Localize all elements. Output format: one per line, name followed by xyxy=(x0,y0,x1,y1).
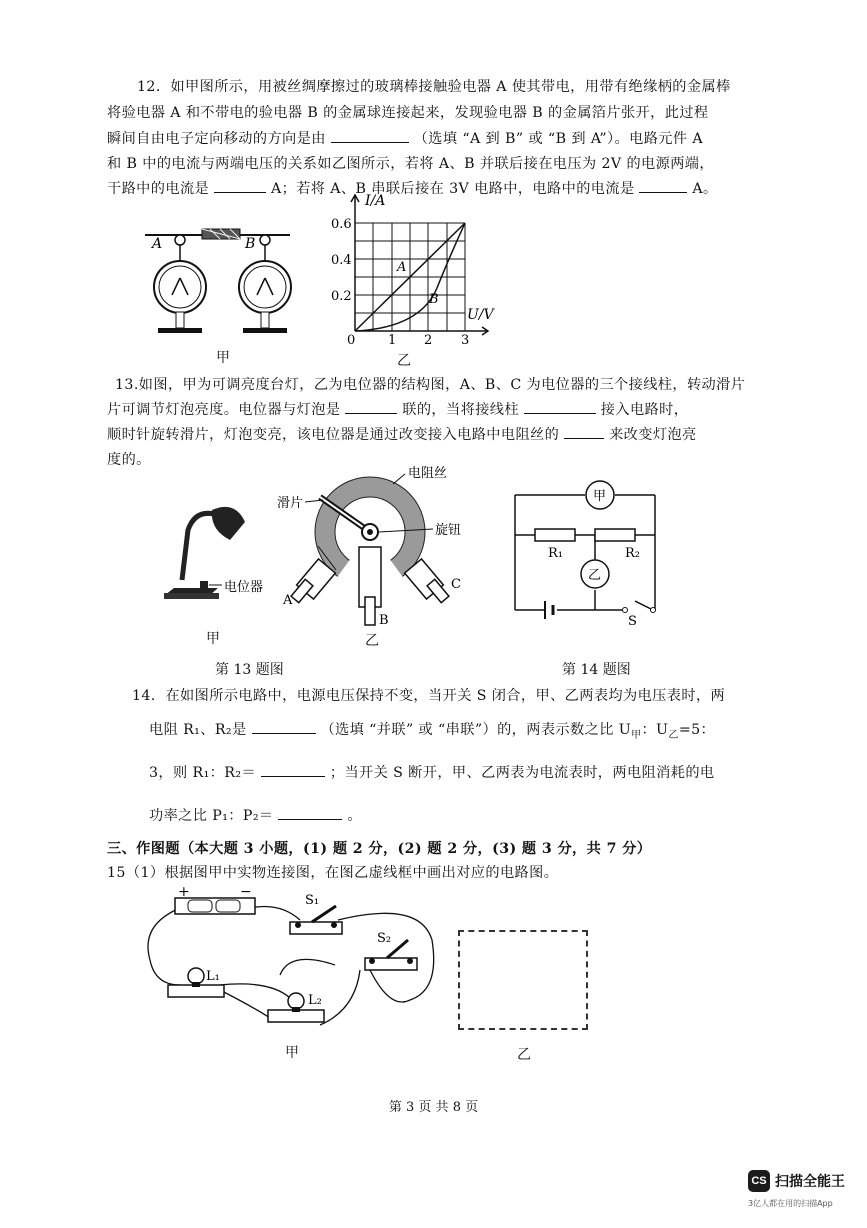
graph-ytick-2: 0.2 xyxy=(331,289,352,304)
q12-line-3-b: （选填 “A 到 B” 或 “B 到 A”）。电路元件 A xyxy=(413,131,704,147)
electroscope-a-label: A xyxy=(152,236,163,252)
lamp-caption: 甲 xyxy=(206,631,220,647)
l2-label: L₂ xyxy=(308,993,322,1008)
q14-line-2-sub-yi: 乙 xyxy=(668,729,679,741)
q12-line-5-c: A。 xyxy=(692,181,718,197)
s2-label: S₂ xyxy=(377,931,392,946)
q15-line-1: 15（1）根据图甲中实物连接图，在图乙虚线框中画出对应的电路图。 xyxy=(107,865,559,881)
logo-name: 扫描全能王 xyxy=(775,1174,845,1190)
q13-line-2 xyxy=(107,399,688,419)
q13-blank-2[interactable] xyxy=(524,399,596,414)
battery-plus-label: + xyxy=(178,884,190,900)
answer-dashed-box[interactable] xyxy=(458,930,588,1030)
q14-line-4-a: 功率之比 P₁：P₂＝ xyxy=(149,808,274,824)
q12-line-3-a: 瞬间自由电子定向移动的方向是由 xyxy=(107,131,326,147)
slider-label: 滑片 xyxy=(277,496,304,511)
iu-graph xyxy=(325,188,510,348)
q14-line-3-b: ；当开关 S 断开，甲、乙两表为电流表时，两电阻消耗的电 xyxy=(329,765,715,781)
physical-circuit-figure xyxy=(140,880,440,1045)
section-3-title: 三、作图题（本大题 3 小题，(1) 题 2 分，(2) 题 2 分，(3) 题 3 分，共 7 分） xyxy=(107,841,652,857)
q14-line-2 xyxy=(149,719,715,741)
potentiometer-caption: 乙 xyxy=(365,633,379,649)
q14-line-2-a: 电阻 R₁、R₂是 xyxy=(149,722,247,738)
graph-x-label: U/V xyxy=(467,307,494,323)
r1-label: R₁ xyxy=(548,546,563,561)
q12-line-5-b: A；若将 A、B 串联后接在 3V 电路中，电路中的电流是 xyxy=(270,181,635,197)
q14-line-3 xyxy=(149,762,715,782)
q14-blank-3[interactable] xyxy=(278,805,342,820)
knob-label: 旋钮 xyxy=(435,523,462,538)
graph-xtick-2: 2 xyxy=(424,333,433,348)
resistance-wire-label: 电阻丝 xyxy=(408,466,448,481)
graph-xtick-0: 0 xyxy=(347,333,356,348)
q14-line-2-d: ：U xyxy=(641,722,669,738)
q13-figure-caption: 第 13 题图 xyxy=(215,662,284,678)
meter-top-label: 甲 xyxy=(593,489,607,504)
terminal-b-label: B xyxy=(379,613,389,628)
q12-blank-1[interactable] xyxy=(331,128,409,143)
q12-line-5-a: 干路中的电流是 xyxy=(107,181,210,197)
q12-blank-2[interactable] xyxy=(214,178,266,193)
graph-y-label: I/A xyxy=(365,193,386,209)
q15-caption-b: 乙 xyxy=(517,1047,531,1063)
meter-mid-label: 乙 xyxy=(588,568,602,583)
graph-ytick-0: 0.6 xyxy=(331,217,352,232)
q13-line-3-a: 顺时针旋转滑片，灯泡变亮，该电位器是通过改变接入电路中电阻丝的 xyxy=(107,427,560,443)
s1-label: S₁ xyxy=(305,893,320,908)
page-footer: 第 3 页 共 8 页 xyxy=(388,1100,479,1115)
q14-line-2-sub-jia: 甲 xyxy=(631,729,642,741)
switch-label: S xyxy=(628,614,637,625)
terminal-a-label: A xyxy=(283,593,293,608)
graph-xtick-1: 1 xyxy=(388,333,397,348)
q12-line-3 xyxy=(107,128,703,148)
curve-a-label: A xyxy=(397,260,407,275)
q13-blank-3[interactable] xyxy=(564,424,604,439)
q14-line-4-b: 。 xyxy=(347,808,362,824)
q14-line-2-f: =5： xyxy=(678,722,716,738)
logo-tagline: 3亿人都在用的扫描App xyxy=(748,1199,833,1208)
q13-line-3 xyxy=(107,424,697,444)
q13-line-3-b: 来改变灯泡亮 xyxy=(609,427,697,443)
q15-caption-a: 甲 xyxy=(285,1045,299,1061)
q12-line-4: 和 B 中的电流与两端电压的关系如乙图所示，若将 A、B 并联后接在电压为 2V 的电源两端， xyxy=(107,156,714,172)
q13-line-4: 度的。 xyxy=(107,452,151,468)
q14-line-3-a: 3，则 R₁：R₂＝ xyxy=(149,765,257,781)
q12-caption-a: 甲 xyxy=(216,350,230,366)
electroscope-b-label: B xyxy=(245,236,256,252)
q14-circuit xyxy=(505,475,665,625)
r2-label: R₂ xyxy=(625,546,640,561)
electroscope-figure xyxy=(140,215,300,345)
battery-minus-label: − xyxy=(240,884,252,900)
q13-line-2-b: 联的，当将接线柱 xyxy=(402,402,519,418)
desk-lamp-figure xyxy=(150,500,280,610)
q14-blank-2[interactable] xyxy=(261,762,325,777)
potentiometer-figure xyxy=(275,462,475,652)
q14-line-4 xyxy=(149,805,362,825)
curve-b-label: B xyxy=(429,292,439,307)
logo-mark-icon: CS xyxy=(748,1170,770,1192)
graph-xtick-3: 3 xyxy=(461,333,470,348)
graph-ytick-1: 0.4 xyxy=(331,253,352,268)
terminal-c-label: C xyxy=(451,577,461,592)
q12-line-1: 12．如甲图所示，用被丝绸摩擦过的玻璃棒接触验电器 A 使其带电，用带有绝缘柄的金属棒 xyxy=(137,79,731,95)
q12-blank-3[interactable] xyxy=(639,178,687,193)
q13-line-1: 13.如图，甲为可调亮度台灯，乙为电位器的结构图，A、B、C 为电位器的三个接线柱，转动滑片 xyxy=(115,377,746,393)
q13-line-2-a: 片可调节灯泡亮度。电位器与灯泡是 xyxy=(107,402,341,418)
q14-figure-caption: 第 14 题图 xyxy=(562,662,631,678)
scanner-logo xyxy=(748,1170,860,1214)
potentiometer-label: 电位器 xyxy=(224,580,264,595)
q13-line-2-c: 接入电路时， xyxy=(600,402,689,418)
q14-line-1: 14．在如图所示电路中，电源电压保持不变，当开关 S 闭合，甲、乙两表均为电压表时，两 xyxy=(132,688,726,704)
q14-line-2-b: （选填 “并联” 或 “串联”）的，两表示数之比 U xyxy=(320,722,632,738)
q12-line-2: 将验电器 A 和不带电的验电器 B 的金属球连接起来，发现验电器 B 的金属箔片张开，此过程 xyxy=(107,105,709,121)
q14-blank-1[interactable] xyxy=(252,719,316,734)
q12-caption-b: 乙 xyxy=(397,353,411,369)
q13-blank-1[interactable] xyxy=(345,399,397,414)
l1-label: L₁ xyxy=(206,969,220,984)
